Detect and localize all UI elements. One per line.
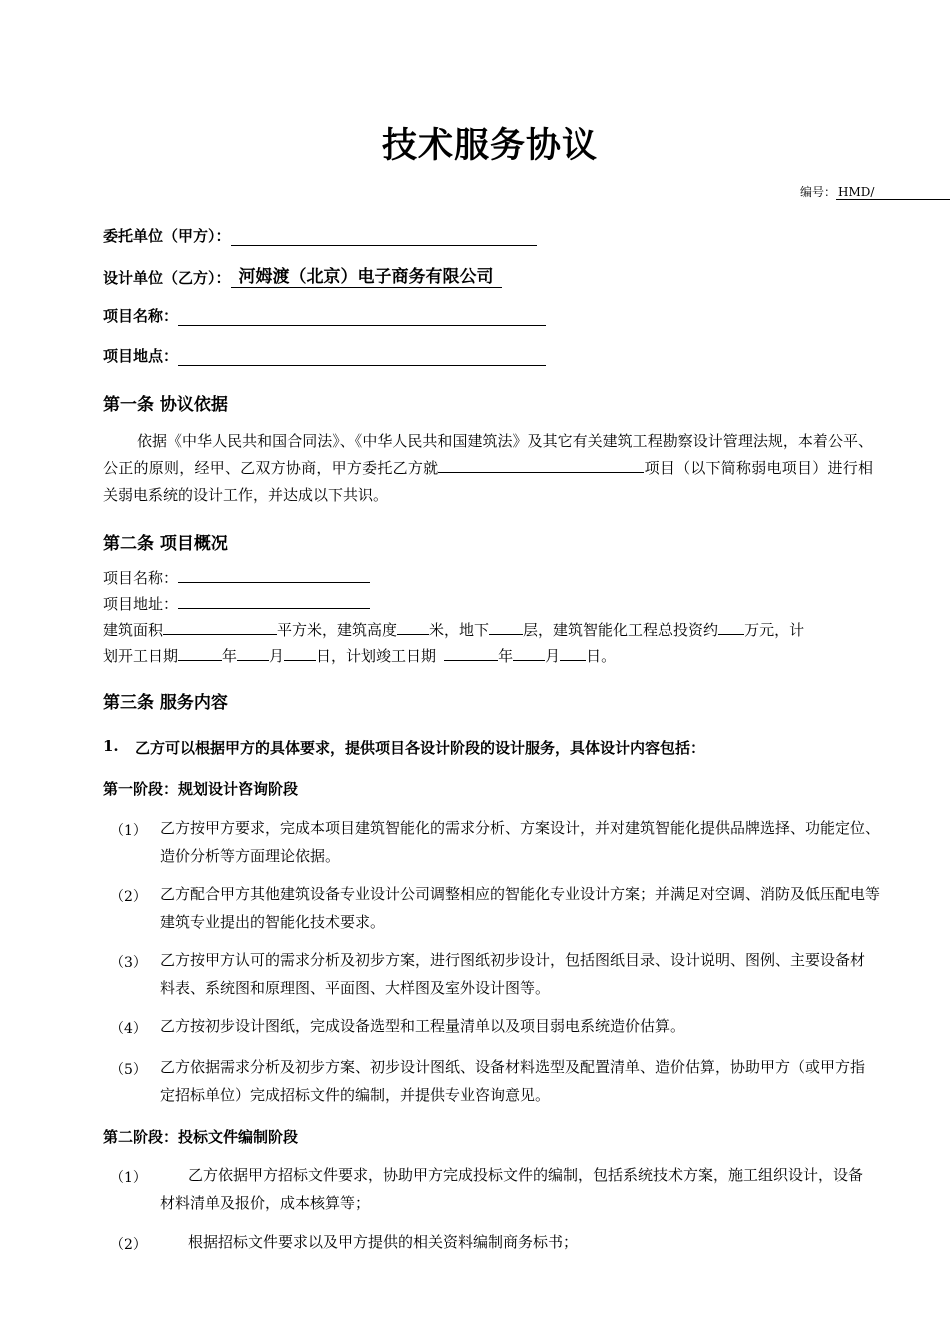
client-row <box>103 225 537 246</box>
project-location-label: 项目地点： <box>103 347 179 365</box>
phase2-item-2-num: （2） <box>110 1237 147 1253</box>
article1-text-b: 项目（以下简称弱电项目）进行相关弱电系统的设计工作，并达成以下共识。 <box>103 459 873 504</box>
article2-name-row <box>103 566 370 588</box>
phase1-item-2-num: （2） <box>110 889 147 905</box>
phase2-item-2-text: 根据招标文件要求以及甲方提供的相关资料编制商务标书； <box>188 1233 579 1251</box>
start-month-text: 月 <box>269 647 285 665</box>
article1-project-blank[interactable] <box>438 456 644 473</box>
phase2-title: 第二阶段：投标文件编制阶段 <box>103 1128 299 1146</box>
point1-number: 1. <box>103 737 119 755</box>
article1-heading: 第一条 协议依据 <box>103 395 228 415</box>
document-title: 技术服务协议 <box>381 125 598 166</box>
article3-heading: 第三条 服务内容 <box>103 693 228 713</box>
start-year-text: 年 <box>222 647 238 665</box>
phase1-item-1-text: 乙方按甲方要求，完成本项目建筑智能化的需求分析、方案设计，并对建筑智能化提供品牌选择、功能定位、造价分析等方面理论依据。 <box>160 819 881 865</box>
phase1-item-3-num: （3） <box>110 955 147 971</box>
project-name-field[interactable] <box>178 307 546 326</box>
client-field[interactable] <box>231 227 537 246</box>
article2-address-label: 项目地址： <box>103 595 179 613</box>
floors-text: 层，建筑智能化工程总投资约 <box>523 621 719 639</box>
article2-address-field[interactable] <box>178 592 370 609</box>
height-field[interactable] <box>397 618 429 635</box>
phase1-item-4-num: （4） <box>110 1021 147 1037</box>
phase1-item-5-text: 乙方依据需求分析及初步方案、初步设计图纸、设备材料选型及配置清单、造价估算，协助甲方（或甲方指定招标单位）完成招标文件的编制，并提供专业咨询意见。 <box>160 1058 866 1104</box>
end-year-field[interactable] <box>444 644 498 661</box>
phase1-item-5-num: （5） <box>110 1062 147 1078</box>
phase2-item-1-num: （1） <box>110 1170 147 1186</box>
phase1-title: 第一阶段：规划设计咨询阶段 <box>103 780 299 798</box>
underground-field[interactable] <box>489 618 523 635</box>
end-year-text: 年 <box>498 647 514 665</box>
article1-text-a: 依据《中华人民共和国合同法》、《中华人民共和国建筑法》及其它有关建筑工程勘察设计管理法规，本着公平、公正的原则，经甲、乙双方协商，甲方委托乙方就 <box>103 432 873 477</box>
doc-number-label: 编号： <box>800 185 837 199</box>
area-field[interactable] <box>163 618 277 635</box>
article2-area-row <box>103 618 804 640</box>
start-day-field[interactable] <box>284 644 316 661</box>
doc-number-field[interactable]: HMD/ <box>836 185 950 200</box>
point1-text: 乙方可以根据甲方的具体要求，提供项目各设计阶段的设计服务，具体设计内容包括： <box>135 739 706 757</box>
start-month-field[interactable] <box>237 644 269 661</box>
phase1-item-2-text: 乙方配合甲方其他建筑设备专业设计公司调整相应的智能化专业设计方案；并满足对空调、消防及低压配电等建筑专业提出的智能化技术要求。 <box>160 885 881 931</box>
article1-paragraph <box>103 428 873 509</box>
end-day-field[interactable] <box>560 644 586 661</box>
phase1-item-4-text: 乙方按初步设计图纸，完成设备选型和工程量清单以及项目弱电系统造价估算。 <box>160 1017 686 1035</box>
designer-row <box>103 262 502 288</box>
plan-start-label: 划开工日期 <box>103 647 179 665</box>
end-month-text: 月 <box>545 647 561 665</box>
project-name-label: 项目名称： <box>103 307 179 325</box>
document-number <box>800 183 950 200</box>
article2-address-row <box>103 592 370 614</box>
article2-date-row <box>103 644 616 666</box>
sqm-text: 平方米，建筑高度 <box>277 621 398 639</box>
designer-label: 设计单位（乙方）： <box>103 269 231 287</box>
project-location-row <box>103 345 546 366</box>
project-location-field[interactable] <box>178 347 546 366</box>
phase1-item-1-num: （1） <box>110 823 147 839</box>
phase2-item-1-text: 乙方依据甲方招标文件要求，协助甲方完成投标文件的编制，包括系统技术方案，施工组织设计，设备材料清单及报价，成本核算等； <box>160 1166 864 1212</box>
end-month-field[interactable] <box>513 644 545 661</box>
article2-heading: 第二条 项目概况 <box>103 534 228 554</box>
designer-name: 河姆渡（北京）电子商务有限公司 <box>231 262 502 288</box>
investment-field[interactable] <box>718 618 744 635</box>
article2-name-field[interactable] <box>178 566 370 583</box>
area-label: 建筑面积 <box>103 621 164 639</box>
project-name-row <box>103 305 546 326</box>
start-year-field[interactable] <box>178 644 222 661</box>
client-label: 委托单位（甲方）： <box>103 227 231 245</box>
phase1-item-3-text: 乙方按甲方认可的需求分析及初步方案，进行图纸初步设计，包括图纸目录、设计说明、图例、主要设备材料表、系统图和原理图、平面图、大样图及室外设计图等。 <box>160 951 866 997</box>
article2-name-label: 项目名称： <box>103 569 179 587</box>
end-day-text: 日。 <box>586 647 617 665</box>
meters-text: 米，地下 <box>429 621 490 639</box>
wan-text: 万元，计 <box>744 621 805 639</box>
start-day-text: 日，计划竣工日期 <box>316 647 437 665</box>
